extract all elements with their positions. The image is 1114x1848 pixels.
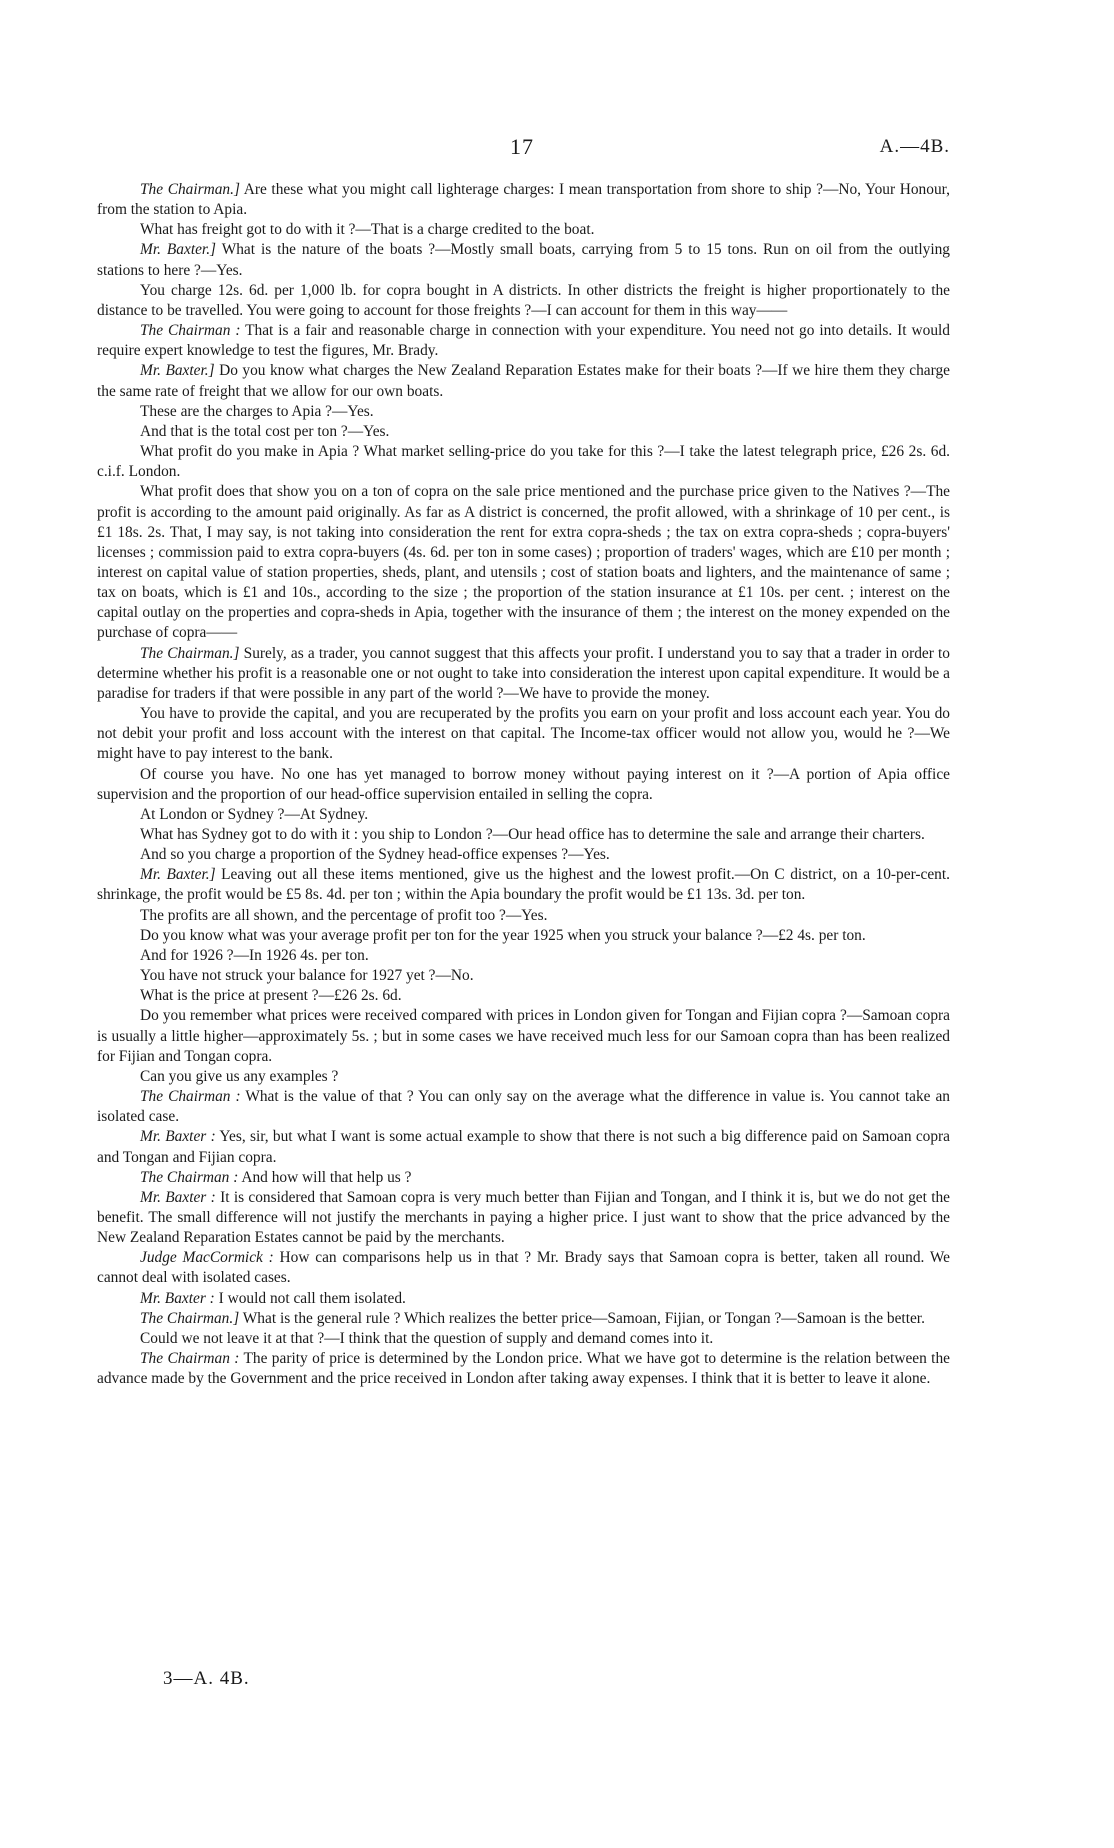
paragraph [97,765,950,805]
paragraph-text: What is the price at present ?—£26 2s. 6d. [140,987,402,1005]
paragraph-text: And that is the total cost per ton ?—Yes. [140,422,390,440]
paragraph-text: What is the general rule ? Which realizes the better price—Samoan, Fijian, or Tongan ?—Samoan is the better. [239,1309,925,1327]
paragraph-text: Yes, sir, but what I want is some actual example to show that there is not such a big difference paid on Samoan copra and Tongan and Fijian copra. [97,1128,951,1166]
speaker-name: The Chairman : [140,1350,240,1368]
speaker-name: Mr. Baxter.] [140,866,216,884]
paragraph-text: That is a fair and reasonable charge in connection with your expenditure. You need not go into details. It would require expert knowledge to test the figures, Mr. Brady. [97,322,950,360]
paragraph [97,422,950,442]
paragraph-text: What profit does that show you on a ton of copra on the sale price mentioned and the purchase price given to the Natives ?—The profit is according to the amount paid originally. As far as A district is concerned, the profit allowed, with a shrinkage of 10 per cent., is £1 18s. 2s. That, I may say, is not taking into consideration the rent for extra copra-sheds ; the tax on extra copra-sheds ; copra-buyers' licenses ; commission paid to extra copra-buyers (4s. 6d. per ton in some cases) ; proportion of traders' wages, which are £10 per month ; interest on capital value of station properties, sheds, plant, and utensils ; cost of station boats and lighters, and the maintenance of same ; tax on boats, which is £1 and 10s., according to the size ; the proportion of the station insurance at £1 10s. per cent. ; interest on the capital outlay on the properties and copra-sheds in Apia, together with the insurance of them ; the interest on the money expended on the purchase of copra—— [97,483,950,642]
paragraph [97,946,950,966]
paragraph-text: What has Sydney got to do with it : you ship to London ?—Our head office has to determine the sale and arrange their charters. [140,826,925,843]
paragraph [97,986,950,1006]
paragraph-text: You charge 12s. 6d. per 1,000 lb. for copra bought in A districts. In other districts the freight is higher proportionately to the distance to be travelled. You were going to account for those freights ?—I can account for them in this way—— [97,281,950,319]
paragraph-text: You have to provide the capital, and you are recuperated by the profits you earn on your profit and loss account each year. You do not debit your profit and loss account with the interest on that capital. The Income-tax officer would not allow you, would he ?—We might have to pay interest to the bank. [97,705,950,763]
paragraph [97,845,950,865]
paragraph [97,966,950,986]
paragraph-text: How can comparisons help us in that ? Mr. Brady says that Samoan copra is better, taken all round. We cannot deal with isolated cases. [97,1249,951,1287]
paragraph-text: And so you charge a proportion of the Sydney head-office expenses ?—Yes. [140,846,610,864]
paragraph-text: And how will that help us ? [238,1168,412,1186]
paragraph-text: It is considered that Samoan copra is very much better than Fijian and Tongan, and I think it is, but we do not get the benefit. The small difference will not justify the merchants in paying a higher price. I just want to show that the price advanced by the New Zealand Reparation Estates cannot be paid by the merchants. [97,1188,950,1247]
paragraph-text: I would not call them isolated. [214,1289,406,1307]
paragraph-text: Leaving out all these items mentioned, give us the highest and the lowest profit.—On C district, on a 10-per-cent. shrinkage, the profit would be £5 8s. 4d. per ton ; within the Apia boundary the profit would be £1 13s. 3d. per ton. [97,866,950,904]
paragraph [97,1248,950,1288]
paragraph-text: Are these what you might call lighterage charges: I mean transportation from shore to ship ?—No, Your Honour, from the station to Apia. [97,181,950,219]
paragraph-text: What is the value of that ? You can only say on the average what the difference in value is. You cannot take an isolated case. [97,1088,950,1126]
paragraph [97,1309,950,1329]
speaker-name: Mr. Baxter.] [140,241,217,259]
paragraph [97,1188,950,1248]
paragraph [97,926,950,946]
speaker-name: Judge MacCormick : [140,1249,274,1267]
paragraph-text: Do you know what charges the New Zealand Reparation Estates make for their boats ?—If we hire them they charge the same rate of freight that we allow for our own boats. [97,362,951,400]
paragraph-text: Could we not leave it at that ?—I think that the question of supply and demand comes into it. [140,1329,714,1347]
speaker-name: Mr. Baxter : [140,1188,216,1206]
paragraph-text: These are the charges to Apia ?—Yes. [140,402,374,420]
paragraph-text: Do you know what was your average profit per ton for the year 1925 when you struck your balance ?—£2 4s. per ton. [140,926,866,944]
speaker-name: The Chairman : [140,322,241,340]
paragraph [97,1349,950,1389]
paragraph [97,321,950,361]
paragraph-text: Can you give us any examples ? [140,1067,339,1085]
speaker-name: The Chairman.] [140,1309,240,1327]
paragraph [97,1087,950,1127]
paragraph [97,644,950,704]
paragraph [97,1067,950,1087]
speaker-name: The Chairman.] [140,181,240,198]
printer-signature: 3—A. 4B. [163,1668,250,1689]
paragraph [97,825,950,845]
paragraph-text: What is the nature of the boats ?—Mostly small boats, carrying from 5 to 15 tons. Run on oil from the outlying stations to here ?—Yes. [97,241,950,279]
paragraph [97,1289,950,1309]
paragraph [97,1168,950,1188]
paragraph [97,1006,950,1066]
paragraph [97,704,950,764]
page-number: 17 [510,134,534,159]
speaker-name: The Chairman.] [140,644,240,662]
paragraph [97,180,950,220]
paragraph-text: You have not struck your balance for 1927 yet ?—No. [140,967,474,985]
speaker-name: Mr. Baxter : [140,1128,216,1146]
paragraph [97,402,950,422]
paragraph-text: At London or Sydney ?—At Sydney. [140,805,369,823]
paragraph-text: Of course you have. No one has yet managed to borrow money without paying interest on it ?—A portion of Apia office supervision and the proportion of our head-office supervision entailed in selling the copra. [97,765,950,803]
paragraph-text: Do you remember what prices were received compared with prices in London given for Tongan and Fijian copra ?—Samoan copra is usually a little higher—approximately 5s. ; but in some cases we have received much less for our Samoan copra than has been realized for Fijian and Tongan copra. [97,1007,950,1065]
paragraph [97,281,950,321]
document-body [97,180,950,1389]
paragraph [97,906,950,926]
paragraph-text: And for 1926 ?—In 1926 4s. per ton. [140,946,369,964]
paragraph-text: The profits are all shown, and the percentage of profit too ?—Yes. [140,906,548,924]
speaker-name: The Chairman : [140,1088,241,1106]
paragraph [97,865,950,905]
paragraph [97,1127,950,1167]
paragraph [97,240,950,280]
paragraph [97,442,950,482]
speaker-name: The Chairman : [140,1168,239,1186]
paragraph-text: What profit do you make in Apia ? What market selling-price do you take for this ?—I take the latest telegraph price, £26 2s. 6d. c.i.f. London. [97,443,950,481]
document-reference: A.—4B. [879,136,950,157]
paragraph [97,805,950,825]
paragraph-text: The parity of price is determined by the London price. What we have got to determine is the relation between the advance made by the Government and the price received in London after taking away expenses. I think that it is better to leave it alone. [97,1350,950,1388]
speaker-name: Mr. Baxter.] [140,362,215,380]
speaker-name: Mr. Baxter : [140,1289,215,1307]
paragraph-text: What has freight got to do with it ?—That is a charge credited to the boat. [140,221,595,239]
paragraph [97,1329,950,1349]
paragraph-text: Surely, as a trader, you cannot suggest that this affects your profit. I understand you to say that a trader in order to determine whether his profit is a reasonable one or not ought to take into consideration the interest upon capital expenditure. It would be a paradise for traders if that were possible in any part of the world ?—We have to provide the money. [97,644,950,702]
paragraph [97,482,950,643]
paragraph [97,361,950,401]
paragraph [97,220,950,240]
